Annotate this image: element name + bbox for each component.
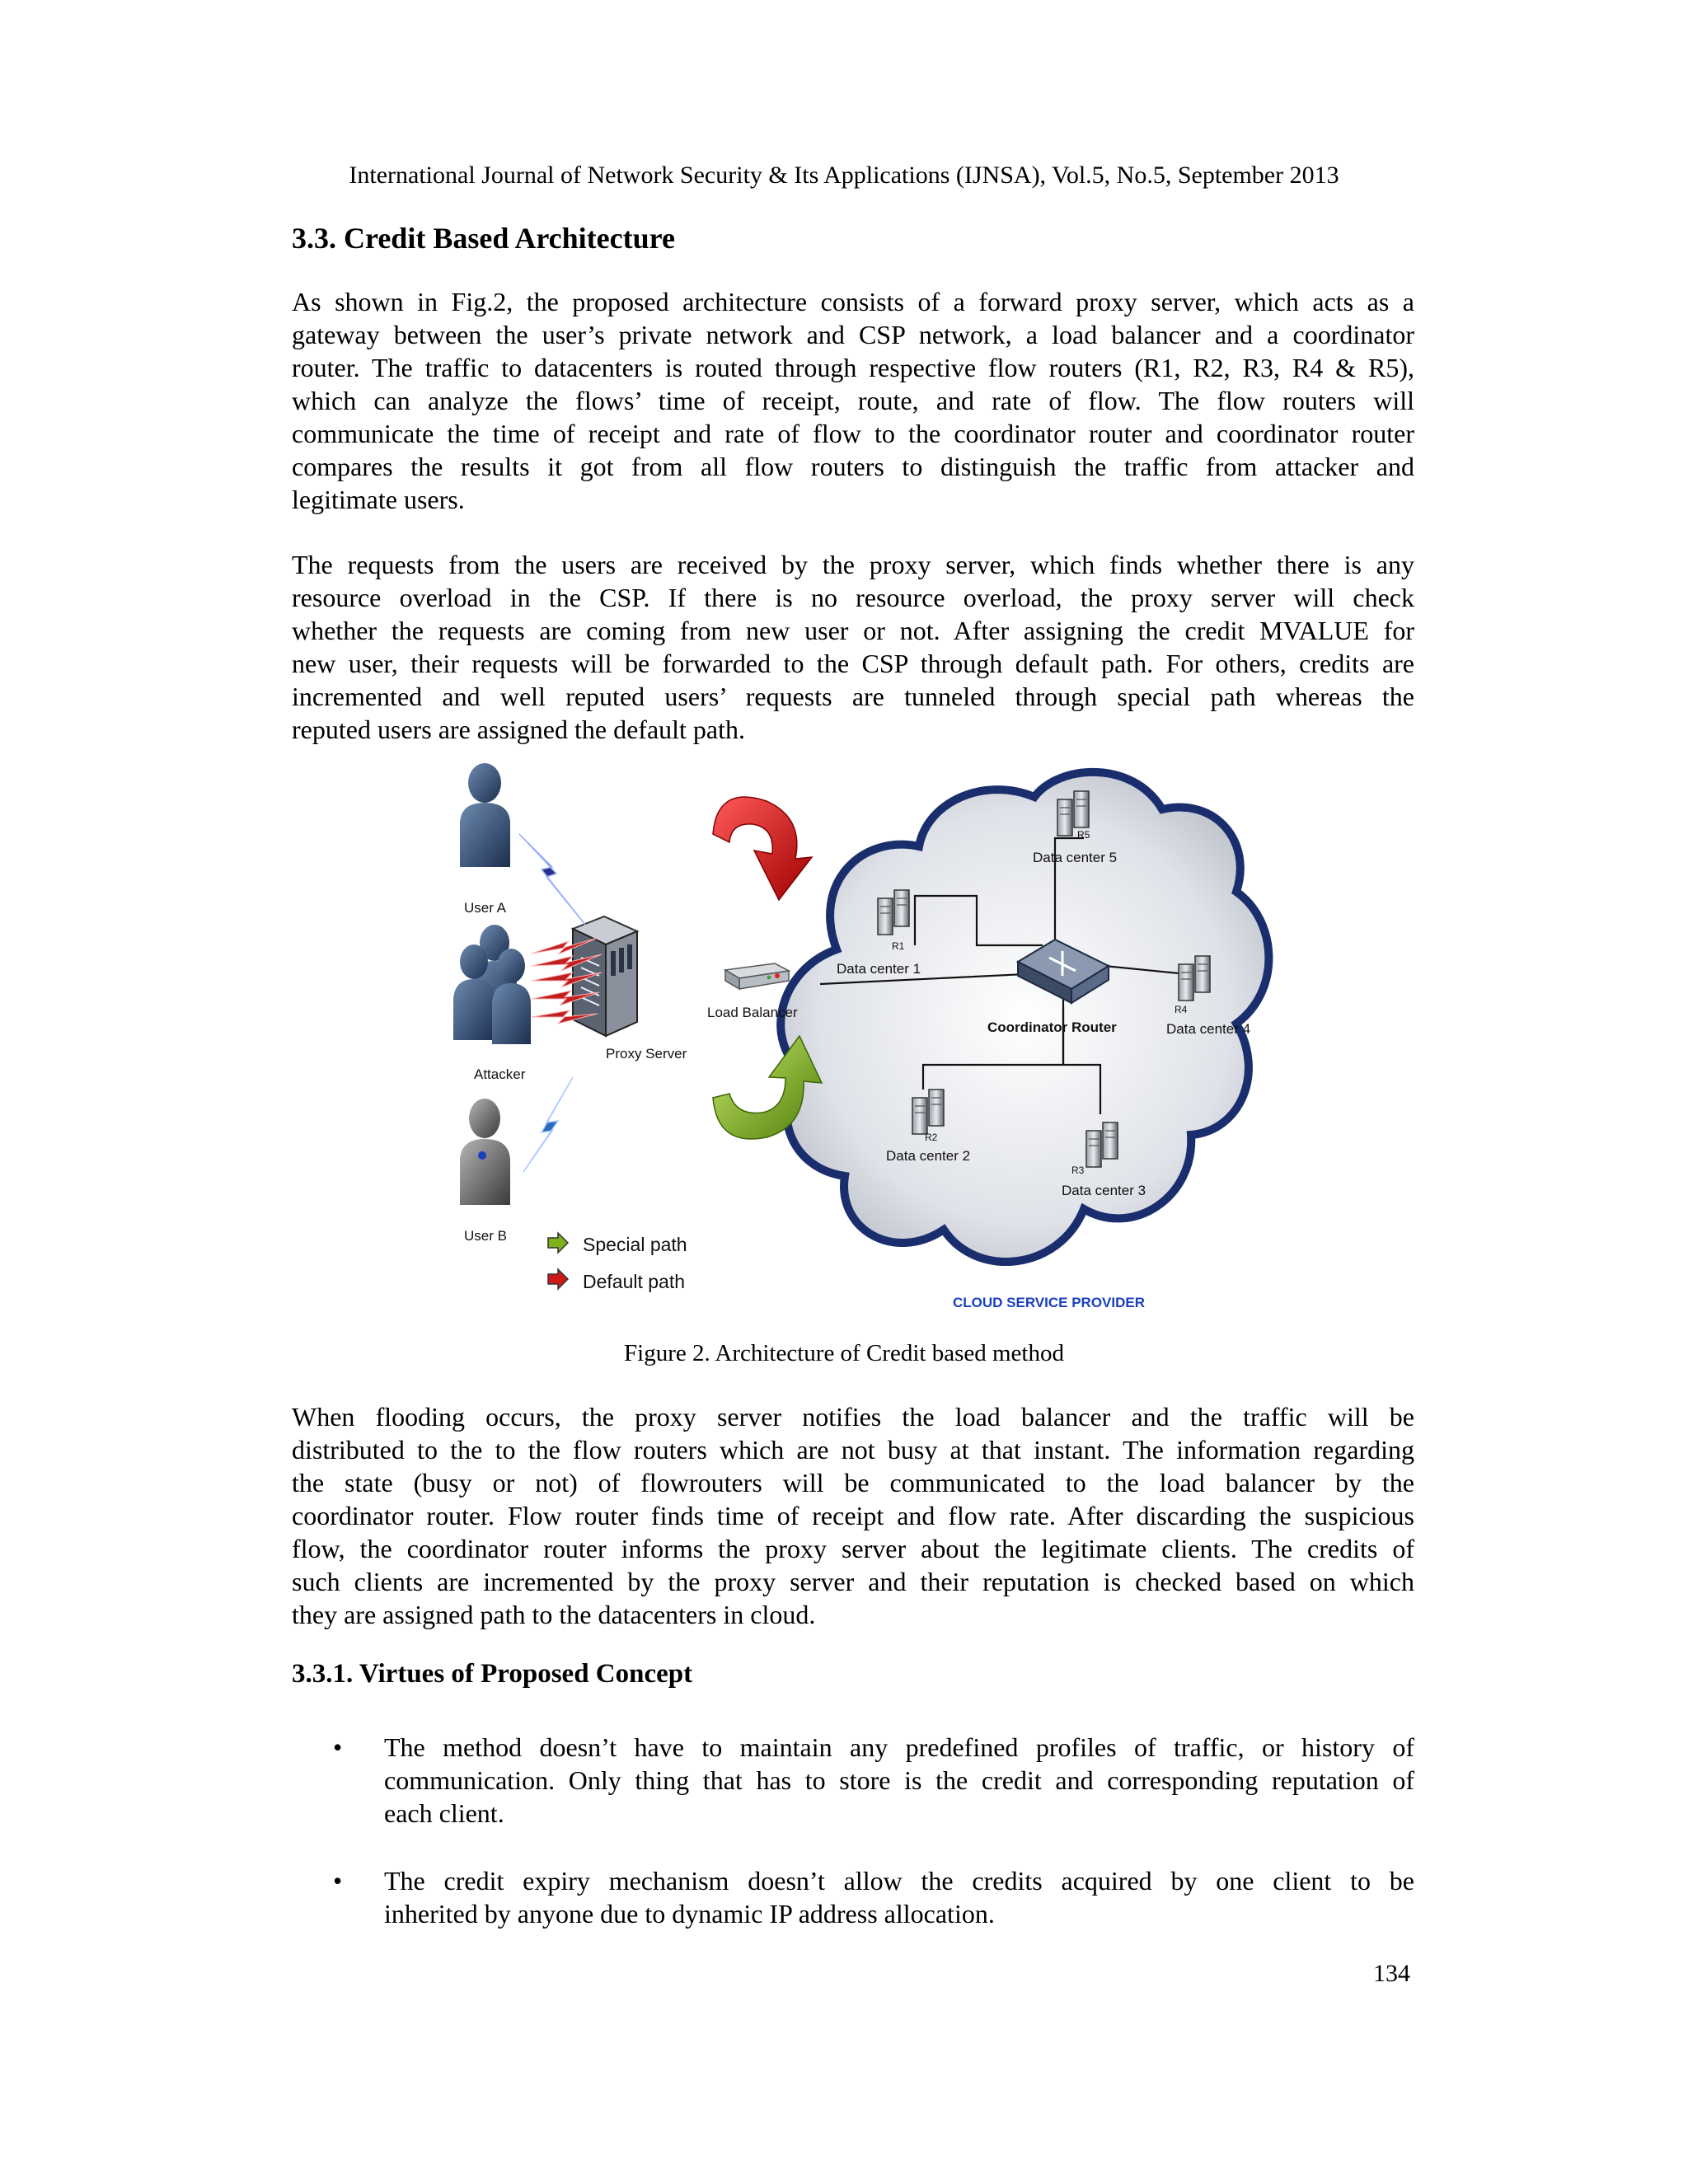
- paragraph-3: [292, 1400, 1414, 1631]
- text-line: legitimate users.: [292, 485, 465, 514]
- user-a-icon: [460, 763, 510, 867]
- legend-special-label: Special path: [583, 1234, 687, 1255]
- text-line: coordinator router. Flow router finds time of receipt and flow rate. After discarding the suspicious: [292, 1501, 1414, 1530]
- text-line: compares the results it got from all flow routers to distinguish the traffic from attacker and: [292, 452, 1414, 481]
- figure-caption: Figure 2. Architecture of Credit based method: [624, 1340, 1064, 1366]
- data-center-3-label: Data center 3: [1062, 1183, 1146, 1198]
- text-line: reputed users are assigned the default path.: [292, 715, 746, 744]
- attacker-label: Attacker: [474, 1066, 526, 1082]
- r4-label: R4: [1175, 1004, 1188, 1015]
- user-b-icon: [460, 1099, 510, 1205]
- text-line: When flooding occurs, the proxy server notifies the load balancer and the traffic will be: [292, 1402, 1414, 1432]
- text-line: gateway between the user’s private network and CSP network, a load balancer and a coordinator: [292, 320, 1414, 349]
- architecture-figure: [449, 760, 1275, 1320]
- user-b-link-bolt: [523, 1077, 573, 1172]
- data-center-4-label: Data center 4: [1166, 1021, 1251, 1037]
- load-balancer-label: Load Balancer: [707, 1005, 798, 1020]
- data-center-5-label: Data center 5: [1033, 850, 1118, 865]
- bullet-dot: •: [333, 1866, 343, 1896]
- paragraph-1: [292, 285, 1414, 516]
- user-b-label: User B: [464, 1228, 507, 1244]
- text-line: As shown in Fig.2, the proposed architecture consists of a forward proxy server, which acts as a: [292, 287, 1414, 316]
- text-line: flow, the coordinator router informs the proxy server about the legitimate clients. The credits of: [292, 1534, 1414, 1563]
- paragraph-2: [292, 548, 1414, 746]
- load-balancer-icon: [725, 963, 789, 989]
- attacker-icon: [453, 925, 531, 1044]
- text-line: the state (busy or not) of flowrouters will be communicated to the load balancer by the: [292, 1468, 1414, 1497]
- text-line: distributed to the to the flow routers which are not busy at that instant. The information regarding: [292, 1435, 1414, 1465]
- data-center-2-label: Data center 2: [886, 1148, 971, 1164]
- r3-label: R3: [1071, 1165, 1085, 1176]
- proxy-server-label: Proxy Server: [606, 1046, 687, 1062]
- text-line: such clients are incremented by the proxy server and their reputation is checked based on which: [292, 1567, 1414, 1596]
- text-line: communication. Only thing that has to store is the credit and corresponding reputation of: [384, 1765, 1414, 1795]
- text-line: they are assigned path to the datacenters in cloud.: [292, 1600, 816, 1629]
- legend-default-label: Default path: [583, 1271, 686, 1292]
- text-line: inherited by anyone due to dynamic IP address allocation.: [384, 1899, 995, 1929]
- text-line: each client.: [384, 1798, 504, 1828]
- legend-default-arrow-icon: [548, 1269, 568, 1289]
- user-a-label: User A: [464, 900, 507, 916]
- text-line: The requests from the users are received by the proxy server, which finds whether there is any: [292, 550, 1414, 579]
- text-line: The method doesn’t have to maintain any predefined profiles of traffic, or history of: [384, 1732, 1414, 1762]
- legend-special-arrow-icon: [548, 1233, 568, 1253]
- r2-label: R2: [925, 1132, 938, 1143]
- bullet-text: [384, 1864, 1414, 1930]
- text-line: router. The traffic to datacenters is routed through respective flow routers (R1, R2, R3, R4 & R5),: [292, 353, 1414, 382]
- text-line: new user, their requests will be forwarded to the CSP through default path. For others, credits are: [292, 649, 1414, 678]
- text-line: resource overload in the CSP. If there is no resource overload, the proxy server will check: [292, 583, 1414, 612]
- subsection-title: 3.3.1. Virtues of Proposed Concept: [292, 1659, 693, 1689]
- section-title: 3.3. Credit Based Architecture: [292, 222, 675, 255]
- csp-label: CLOUD SERVICE PROVIDER: [953, 1295, 1146, 1310]
- text-line: whether the requests are coming from new user or not. After assigning the credit MVALUE for: [292, 616, 1414, 645]
- r5-label: R5: [1077, 829, 1090, 841]
- bullet-dot: •: [333, 1732, 343, 1762]
- page-number: 134: [1373, 1960, 1410, 1987]
- default-path-arrow-icon: [713, 797, 812, 900]
- running-header: International Journal of Network Security & Its Applications (IJNSA), Vol.5, No.5, September 2013: [349, 162, 1339, 189]
- data-center-1-label: Data center 1: [837, 961, 921, 977]
- text-line: communicate the time of receipt and rate of flow to the coordinator router and coordinator router: [292, 419, 1414, 448]
- r1-label: R1: [892, 940, 905, 952]
- bullet-text: [384, 1731, 1414, 1830]
- text-line: which can analyze the flows’ time of receipt, route, and rate of flow. The flow routers will: [292, 386, 1414, 415]
- text-line: The credit expiry mechanism doesn’t allow the credits acquired by one client to be: [384, 1866, 1414, 1896]
- architecture-diagram: [449, 760, 1275, 1320]
- coordinator-router-label: Coordinator Router: [987, 1019, 1117, 1035]
- user-a-link-bolt: [519, 834, 585, 925]
- text-line: incremented and well reputed users’ requests are tunneled through special path whereas the: [292, 682, 1414, 711]
- cloud-shape: [781, 772, 1268, 1262]
